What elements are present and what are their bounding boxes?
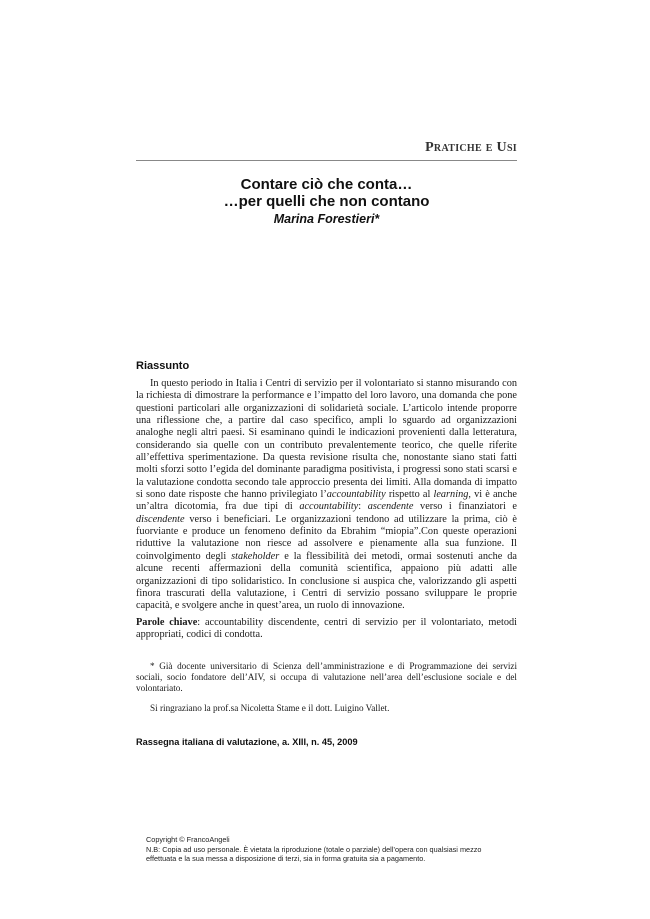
abstract-italic-2: learning	[433, 489, 469, 501]
acknowledgement: Si ringraziano la prof.sa Nicoletta Stame e il dott. Luigino Vallet.	[150, 703, 390, 713]
abstract-italic-3: accountability	[299, 501, 359, 513]
section-label: Pratiche e Usi	[425, 140, 517, 155]
copyright-line2: N.B: Copia ad uso personale. È vietata la riproduzione (totale o parziale) dell’opera con qualsiasi mezzo	[146, 844, 482, 854]
abstract-heading: Riassunto	[136, 360, 190, 372]
abstract-text-7: e la flessibilità dei metodi, ormai sostenuti anche da alcune recenti affermazioni della comunità scientifica, appaiono più adatti alle organizzazioni di tipo solidaristico. In conclusione si auspica che, valorizzando gli aspetti finora trascurati della valutazione, i Centri di servizio possano sviluppare le proprie capacità, e svolgere anche in quest’area, un ruolo di innovazione.	[136, 550, 517, 612]
keywords	[136, 617, 517, 642]
article-title-line2: …per quelli che non contano	[223, 193, 430, 210]
article-title-line1: Contare ciò che conta…	[240, 176, 413, 193]
abstract-italic-5: discendente	[136, 513, 185, 525]
journal-citation: Rassegna italiana di valutazione, a. XIII, n. 45, 2009	[136, 737, 358, 747]
abstract-text-1: In questo periodo in Italia i Centri di servizio per il volontariato si stanno misurando con la richiesta di dimostrare la performance e l’impatto del loro lavoro, una domanda che pone questioni particolari alle organizzazioni di solidarietà sociale. L’articolo intende proporre una riflessione che, a partire dal caso specifico, ampli lo sguardo ad organizzazioni analoghe negli altri paesi. Si esaminano quindi le indicazioni provenienti dalla letteratura, considerando sia quelle con un contributo prevalentemente teorico, che quelle riferite all’effettiva sperimentazione. Da questa revisione risulta che, nonostante siano stati fatti molti sforzi sotto l’egida del dominante paradigma positivista, i progressi sono stati scarsi e la valutazione condotta secondo tale approccio presenta dei limiti. Alla domanda di impatto si sono date risposte che hanno privilegiato l’	[136, 378, 517, 501]
keywords-text: : accountability discendente, centri di servizio per il volontariato, metodi appropriati, codici di condotta.	[136, 617, 517, 641]
copyright-line1: Copyright © FrancoAngeli	[146, 835, 230, 844]
copyright-notice	[146, 835, 546, 864]
abstract-italic-1: accountability	[326, 489, 386, 501]
copyright-line3: effettuata e la sua messa a disposizione di terzi, sia in forma gratuita sia a pagamento.	[146, 854, 426, 864]
header-rule	[136, 160, 517, 161]
author-footnote: * Già docente universitario di Scienza dell’amministrazione e di Programmazione dei servizi sociali, socio fondatore dell’AIV, si occupa di valutazione nell’area dell’esclusione sociale e del volontariato.	[136, 661, 517, 694]
abstract-italic-4: ascendente	[367, 501, 414, 513]
abstract-text-6: verso i beneficiari. Le organizzazioni tendono ad utilizzare la prima, ciò è fuorviante e produce un fenomeno definito da Ebrahim “miopia”.Con queste operazioni riduttive la valutazione non riesce ad assolvere e pienamente alla sua funzione. Il coinvolgimento degli	[136, 513, 517, 562]
article-author: Marina Forestieri*	[273, 212, 380, 226]
abstract-italic-6: stakeholder	[231, 550, 280, 562]
abstract-text-2: rispetto al	[385, 489, 434, 501]
abstract-body	[136, 378, 517, 613]
abstract-text-4: :	[358, 501, 368, 513]
keywords-label: Parole chiave	[136, 617, 198, 628]
abstract-text-5: verso i finanziatori e	[413, 501, 517, 513]
abstract-text-3: , vi è anche un’altra dicotomia, fra due tipi di	[136, 489, 517, 513]
